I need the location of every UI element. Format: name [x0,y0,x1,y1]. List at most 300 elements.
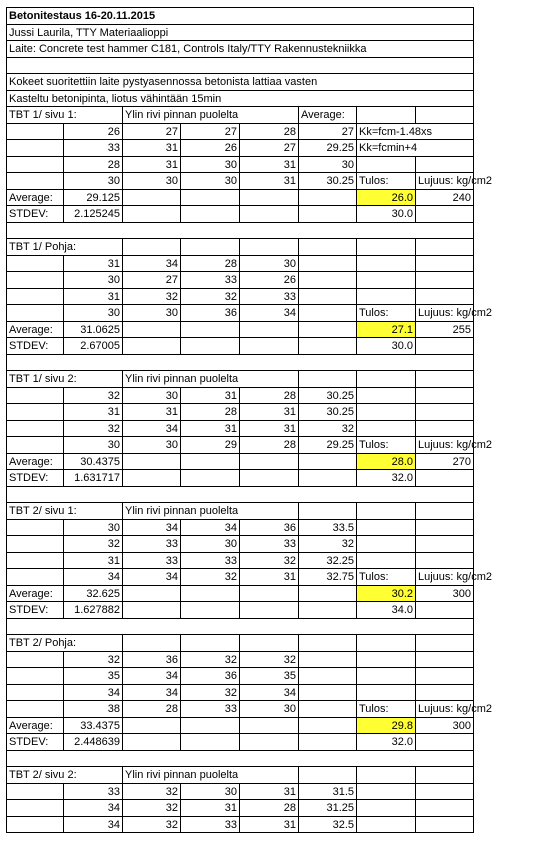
empty-cell [239,733,298,750]
reading-cell: 30 [180,783,239,800]
device-row-text: Laite: Concrete test hammer C181, Controls Italy/TTY Rakennustekniikka [6,40,474,57]
average-value: 29.125 [63,189,122,206]
reading-cell: 27 [180,123,239,140]
reading-cell: 30 [122,387,180,404]
average-label: Average: [6,189,63,206]
empty-cell [6,420,63,437]
empty-cell [239,205,298,222]
tulos-value: 30.2 [356,585,415,602]
empty-cell [122,337,180,354]
empty-cell [180,733,239,750]
empty-cell [122,238,180,255]
empty-cell [122,469,180,486]
row-average-cell: 30.25 [298,387,356,404]
reading-cell: 30 [122,436,180,453]
spacer-row [6,618,474,635]
row-average-cell: 32 [298,535,356,552]
reading-cell: 31 [239,403,298,420]
reading-cell: 34 [63,799,122,816]
reading-cell: 31 [122,156,180,173]
reading-cell: 30 [63,436,122,453]
empty-cell [415,387,474,404]
empty-cell [298,717,356,734]
empty-cell [239,321,298,338]
note1-row-text: Kokeet suoritettiin laite pystyasennossa betonista lattiaa vasten [6,73,474,90]
reading-cell: 30 [63,172,122,189]
empty-cell [356,420,415,437]
reading-cell: 31 [239,420,298,437]
reading-cell: 33 [63,139,122,156]
stdev-value: 1.627882 [63,601,122,618]
section-name: TBT 2/ Pohja: [6,634,122,651]
kk2-value: 30.0 [356,337,415,354]
lujuus-value: 255 [415,321,474,338]
reading-cell: 30 [122,172,180,189]
empty-cell [356,288,415,305]
section-title-row [6,502,474,519]
empty-cell [6,568,63,585]
spacer [6,618,474,635]
stdev-label: STDEV: [6,601,63,618]
stdev-value: 2.125245 [63,205,122,222]
device-row [6,40,474,57]
section-title-row [6,106,474,123]
empty-cell [415,667,474,684]
empty-cell [356,502,415,519]
author-row-text: Jussi Laurila, TTY Materiaalioppi [6,24,474,41]
row-average-cell: 33.5 [298,519,356,536]
empty-cell [356,799,415,816]
tulos-label: Tulos: [356,436,415,453]
stdev-value: 1.631717 [63,469,122,486]
empty-cell [6,816,63,833]
empty-cell [6,799,63,816]
reading-cell: 32 [180,568,239,585]
data-row [6,783,474,800]
empty-cell [415,519,474,536]
tulos-value: 29.8 [356,717,415,734]
empty-cell [356,271,415,288]
empty-cell [356,634,415,651]
empty-cell [298,766,356,783]
spacer [6,222,474,239]
empty-cell [415,766,474,783]
reading-cell: 31 [63,552,122,569]
spacer-row [6,57,474,74]
data-row [6,519,474,536]
empty-cell [415,420,474,437]
spacer [6,486,474,503]
bottom-border [6,832,474,833]
reading-cell: 28 [239,436,298,453]
section-title-row [6,370,474,387]
kk2-value: 32.0 [356,469,415,486]
empty-cell [415,469,474,486]
empty-cell [6,700,63,717]
empty-cell [356,667,415,684]
empty-cell [6,519,63,536]
average-row [6,321,474,338]
section-note: Ylin rivi pinnan puolelta [122,766,298,783]
reading-cell: 30 [63,304,122,321]
average-row [6,585,474,602]
empty-cell [298,189,356,206]
empty-cell [180,469,239,486]
spacer-row [6,486,474,503]
stdev-label: STDEV: [6,733,63,750]
empty-cell [239,238,298,255]
author-row [6,24,474,41]
empty-cell [298,585,356,602]
data-row [6,684,474,701]
reading-cell: 36 [180,667,239,684]
note1-row [6,73,474,90]
lujuus-label: Lujuus: kg/cm2 [415,304,474,321]
stdev-label: STDEV: [6,469,63,486]
empty-cell [6,123,63,140]
empty-cell [415,816,474,833]
reading-cell: 31 [239,783,298,800]
empty-cell [356,783,415,800]
reading-cell: 32 [63,535,122,552]
reading-cell: 31 [180,420,239,437]
reading-cell: 31 [239,816,298,833]
empty-cell [239,585,298,602]
section-name: TBT 1/ Pohja: [6,238,122,255]
stdev-value: 2.67005 [63,337,122,354]
reading-cell: 28 [180,403,239,420]
reading-cell: 30 [63,519,122,536]
data-row [6,387,474,404]
empty-cell [6,288,63,305]
tulos-label: Tulos: [356,568,415,585]
average-label: Average: [6,585,63,602]
empty-cell [298,321,356,338]
empty-cell [122,717,180,734]
empty-cell [180,337,239,354]
empty-cell [415,552,474,569]
reading-cell: 31 [180,387,239,404]
reading-cell: 32 [180,651,239,668]
lujuus-value: 300 [415,585,474,602]
reading-cell: 34 [122,255,180,272]
average-label: Average: [6,717,63,734]
empty-cell [298,370,356,387]
empty-cell [356,684,415,701]
reading-cell: 33 [63,783,122,800]
reading-cell: 27 [239,139,298,156]
reading-cell: 34 [63,684,122,701]
reading-cell: 28 [122,700,180,717]
reading-cell: 30 [63,271,122,288]
average-row [6,717,474,734]
empty-cell [415,733,474,750]
empty-cell [122,189,180,206]
empty-cell [298,453,356,470]
reading-cell: 26 [63,123,122,140]
empty-cell [122,453,180,470]
row-average-cell: 31.25 [298,799,356,816]
title-row [6,7,474,24]
empty-cell [6,783,63,800]
empty-cell [180,321,239,338]
reading-cell: 26 [180,139,239,156]
reading-cell: 34 [122,667,180,684]
empty-cell [180,601,239,618]
reading-cell: 31 [63,255,122,272]
row-average-cell: 30 [298,156,356,173]
empty-cell [415,535,474,552]
reading-cell: 31 [122,403,180,420]
data-row [6,568,492,585]
reading-cell: 36 [239,519,298,536]
row-average-cell: 32.25 [298,552,356,569]
reading-cell: 32 [63,651,122,668]
tulos-value: 27.1 [356,321,415,338]
reading-cell: 34 [122,519,180,536]
data-row [6,436,492,453]
empty-cell [6,535,63,552]
empty-cell [415,601,474,618]
empty-cell [298,634,356,651]
reading-cell: 34 [122,420,180,437]
reading-cell: 30 [180,535,239,552]
empty-cell [180,205,239,222]
empty-cell [6,403,63,420]
reading-cell: 31 [239,172,298,189]
spacer-row [6,222,474,239]
data-row [6,651,474,668]
row-average-cell [298,667,356,684]
reading-cell: 32 [122,816,180,833]
reading-cell: 32 [63,420,122,437]
average-row [6,453,474,470]
empty-cell [356,387,415,404]
empty-cell [356,651,415,668]
reading-cell: 36 [122,651,180,668]
average-label: Average: [6,453,63,470]
lujuus-label: Lujuus: kg/cm2 [415,568,474,585]
section-name: TBT 2/ sivu 1: [6,502,122,519]
data-row [6,420,474,437]
empty-cell [6,255,63,272]
empty-cell [415,238,474,255]
section-note: Ylin rivi pinnan puolelta [122,106,298,123]
data-row [6,172,492,189]
data-row [6,139,474,156]
reading-cell: 32 [63,387,122,404]
empty-cell [298,733,356,750]
spacer-row [6,354,474,371]
row-average-cell: 32.75 [298,568,356,585]
row-average-cell [298,255,356,272]
stdev-row [6,205,474,222]
empty-cell [122,733,180,750]
reading-cell: 32 [180,288,239,305]
reading-cell: 35 [239,667,298,684]
lujuus-label: Lujuus: kg/cm2 [415,436,474,453]
empty-cell [6,387,63,404]
average-value: 31.0625 [63,321,122,338]
empty-cell [180,585,239,602]
empty-cell [356,535,415,552]
empty-cell [415,634,474,651]
reading-cell: 31 [239,568,298,585]
spacer [6,57,474,74]
row-average-cell [298,684,356,701]
empty-cell [180,634,239,651]
section-note: Ylin rivi pinnan puolelta [122,370,298,387]
data-row [6,288,474,305]
empty-cell [356,766,415,783]
empty-cell [122,585,180,602]
reading-cell: 33 [122,552,180,569]
tulos-label: Tulos: [356,304,415,321]
average-row [6,189,474,206]
stdev-value: 2.448639 [63,733,122,750]
lujuus-value: 300 [415,717,474,734]
data-row [6,403,474,420]
reading-cell: 26 [239,271,298,288]
empty-cell [6,552,63,569]
row-average-cell [298,651,356,668]
section-title-row [6,238,474,255]
empty-cell [180,453,239,470]
reading-cell: 30 [239,255,298,272]
row-average-cell: 30.25 [298,172,356,189]
empty-cell [122,205,180,222]
stdev-row [6,469,474,486]
reading-cell: 28 [63,156,122,173]
reading-cell: 33 [180,816,239,833]
stdev-label: STDEV: [6,205,63,222]
spacer-row [6,750,474,767]
empty-cell [298,502,356,519]
data-row [6,799,474,816]
lujuus-value: 240 [415,189,474,206]
kk2-value: 30.0 [356,205,415,222]
empty-cell [356,370,415,387]
row-average-cell: 32.5 [298,816,356,833]
empty-cell [415,783,474,800]
empty-cell [356,106,415,123]
note2-row-text: Kasteltu betonipinta, liotus vähintään 15min [6,90,474,107]
kk2-value: 34.0 [356,601,415,618]
lujuus-label: Lujuus: kg/cm2 [415,700,474,717]
empty-cell [239,634,298,651]
empty-cell [415,288,474,305]
reading-cell: 29 [180,436,239,453]
empty-cell [356,519,415,536]
row-average-cell [298,304,356,321]
row-average-cell [298,271,356,288]
reading-cell: 32 [122,288,180,305]
lujuus-label: Lujuus: kg/cm2 [415,172,474,189]
empty-cell [6,684,63,701]
reading-cell: 32 [122,799,180,816]
lujuus-value: 270 [415,453,474,470]
tulos-label: Tulos: [356,700,415,717]
data-row [6,700,492,717]
section-title-row [6,634,474,651]
empty-cell [356,255,415,272]
reading-cell: 32 [239,552,298,569]
empty-cell [239,453,298,470]
data-row [6,535,474,552]
empty-cell [180,189,239,206]
reading-cell: 33 [122,535,180,552]
stdev-row [6,337,474,354]
reading-cell: 31 [239,156,298,173]
section-name: TBT 1/ sivu 2: [6,370,122,387]
average-value: 30.4375 [63,453,122,470]
empty-cell [356,403,415,420]
empty-cell [6,139,63,156]
tulos-value: 26.0 [356,189,415,206]
reading-cell: 32 [180,684,239,701]
formula-label: Kk=fcm-1.48xs [356,123,474,140]
empty-cell [415,370,474,387]
data-row [6,667,474,684]
section-note: Ylin rivi pinnan puolelta [122,502,298,519]
empty-cell [415,337,474,354]
empty-cell [415,684,474,701]
empty-cell [6,436,63,453]
empty-cell [415,403,474,420]
title-row-text: Betonitestaus 16-20.11.2015 [6,7,474,24]
reading-cell: 30 [122,304,180,321]
data-row [6,255,474,272]
spacer [6,750,474,767]
empty-cell [6,651,63,668]
data-row [6,123,474,140]
empty-cell [6,271,63,288]
empty-cell [298,469,356,486]
data-row [6,271,474,288]
reading-cell: 33 [180,700,239,717]
reading-cell: 30 [180,172,239,189]
stdev-row [6,733,474,750]
reading-cell: 31 [63,403,122,420]
reading-cell: 34 [239,304,298,321]
empty-cell [356,156,415,173]
reading-cell: 38 [63,700,122,717]
average-value: 33.4375 [63,717,122,734]
reading-cell: 31 [180,799,239,816]
row-average-cell [298,700,356,717]
row-average-cell: 29.25 [298,139,356,156]
row-average-cell: 27 [298,123,356,140]
average-value: 32.625 [63,585,122,602]
empty-cell [415,799,474,816]
empty-cell [122,634,180,651]
tulos-value: 28.0 [356,453,415,470]
empty-cell [415,502,474,519]
empty-cell [415,255,474,272]
reading-cell: 34 [122,568,180,585]
section-title-row [6,766,474,783]
data-row [6,156,474,173]
row-average-cell: 32 [298,420,356,437]
empty-cell [356,238,415,255]
reading-cell: 33 [239,288,298,305]
reading-cell: 28 [239,799,298,816]
stdev-label: STDEV: [6,337,63,354]
empty-cell [239,189,298,206]
empty-cell [6,156,63,173]
data-row [6,552,474,569]
reading-cell: 28 [239,387,298,404]
